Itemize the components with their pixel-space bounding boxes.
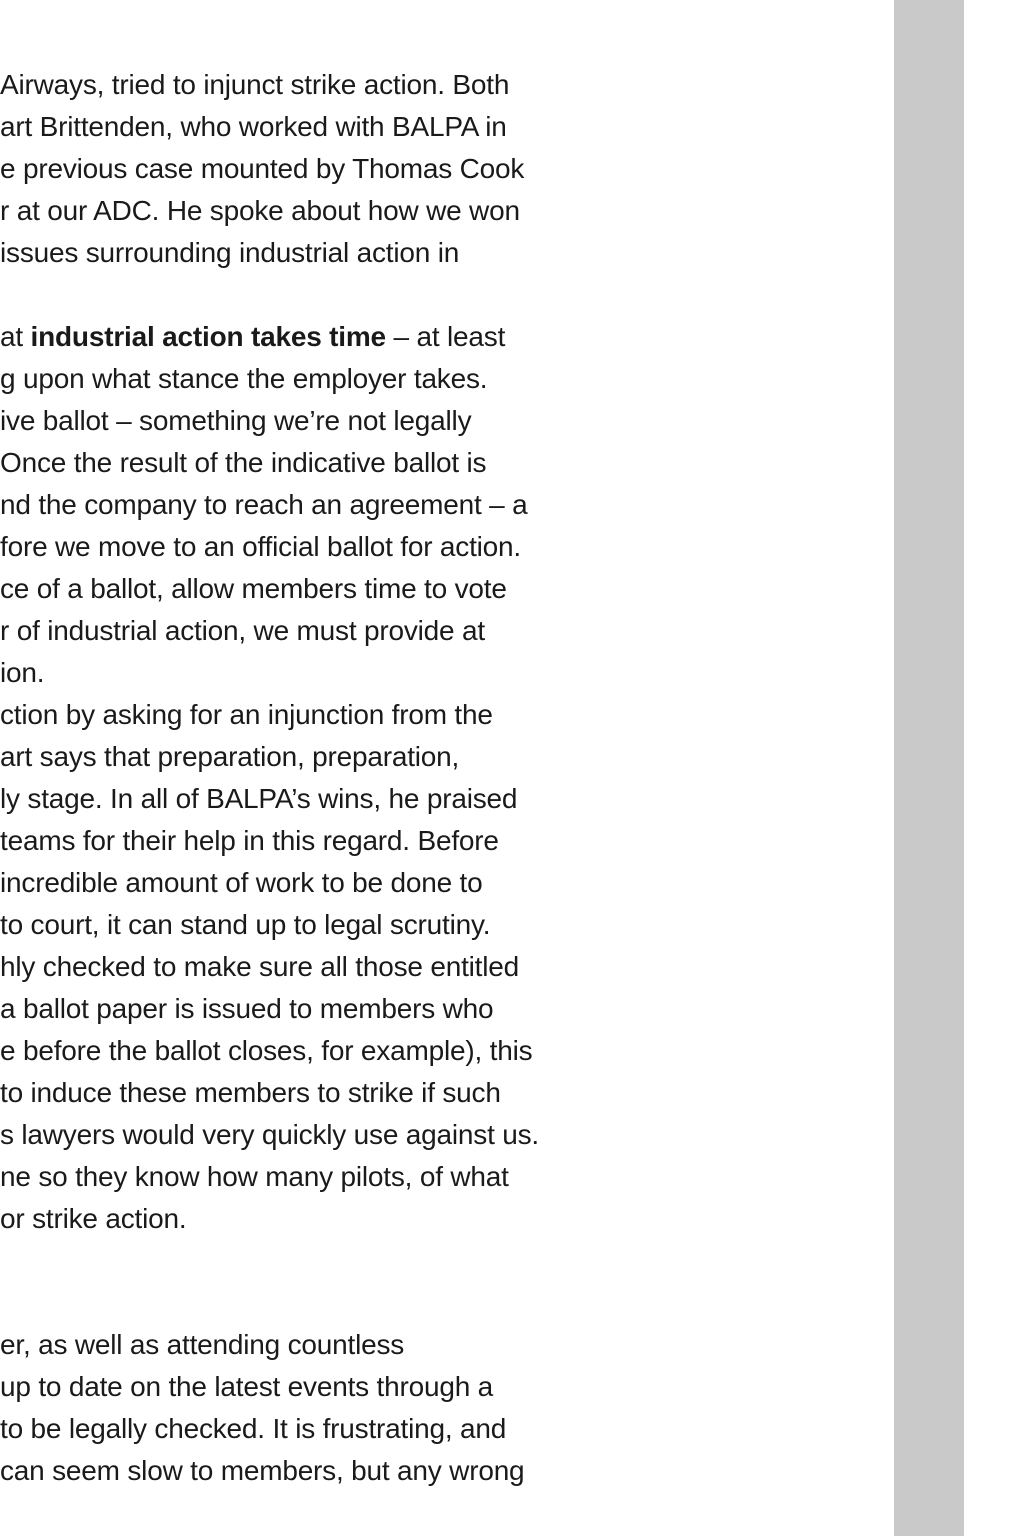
text-segment: g upon what stance the employer takes.: [0, 363, 488, 394]
text-segment: ion.: [0, 657, 45, 688]
paragraph: [0, 1324, 880, 1492]
text-segment: r at our ADC. He spoke about how we won: [0, 195, 520, 226]
text-segment: ne so they know how many pilots, of what: [0, 1161, 509, 1192]
paragraph: [0, 316, 880, 1240]
text-line: [0, 694, 880, 736]
text-line: [0, 1324, 880, 1366]
text-line: [0, 568, 880, 610]
text-segment: at: [0, 321, 31, 352]
text-segment: art says that preparation, preparation,: [0, 741, 460, 772]
text-line: [0, 232, 880, 274]
paragraph: [0, 64, 880, 274]
text-line: [0, 1408, 880, 1450]
text-segment: ive ballot – something we’re not legally: [0, 405, 472, 436]
text-line: [0, 820, 880, 862]
text-segment: issues surrounding industrial action in: [0, 237, 460, 268]
text-segment: up to date on the latest events through a: [0, 1371, 494, 1402]
text-line: [0, 610, 880, 652]
text-line: [0, 442, 880, 484]
text-segment: Once the result of the indicative ballot is: [0, 447, 487, 478]
text-segment: r of industrial action, we must provide at: [0, 615, 485, 646]
text-segment: – at least: [385, 321, 506, 352]
text-line: [0, 1156, 880, 1198]
text-line: [0, 946, 880, 988]
text-segment: a ballot paper is issued to members who: [0, 993, 494, 1024]
text-segment: ce of a ballot, allow members time to vote: [0, 573, 507, 604]
text-line: [0, 400, 880, 442]
text-segment: hly checked to make sure all those entitled: [0, 951, 520, 982]
text-line: [0, 1198, 880, 1240]
text-line: [0, 64, 880, 106]
text-line: [0, 1030, 880, 1072]
bold-phrase: industrial action takes time: [30, 321, 386, 352]
text-line: [0, 316, 880, 358]
text-line: [0, 358, 880, 400]
text-line: [0, 1072, 880, 1114]
text-segment: ly stage. In all of BALPA’s wins, he praised: [0, 783, 518, 814]
text-segment: fore we move to an official ballot for action.: [0, 531, 522, 562]
text-segment: nd the company to reach an agreement – a: [0, 489, 528, 520]
article-text-column: [0, 64, 880, 1492]
text-line: [0, 148, 880, 190]
text-line: [0, 736, 880, 778]
text-segment: to induce these members to strike if such: [0, 1077, 501, 1108]
text-segment: e before the ballot closes, for example), this: [0, 1035, 533, 1066]
page-gutter-strip: [894, 0, 964, 1536]
text-segment: to be legally checked. It is frustrating, and: [0, 1413, 507, 1444]
text-line: [0, 652, 880, 694]
text-segment: ction by asking for an injunction from the: [0, 699, 493, 730]
text-line: [0, 190, 880, 232]
text-line: [0, 988, 880, 1030]
text-line: [0, 484, 880, 526]
text-line: [0, 106, 880, 148]
text-segment: Airways, tried to injunct strike action. Both: [0, 69, 510, 100]
text-line: [0, 778, 880, 820]
text-segment: can seem slow to members, but any wrong: [0, 1455, 525, 1486]
text-line: [0, 904, 880, 946]
text-segment: s lawyers would very quickly use against us.: [0, 1119, 539, 1150]
text-segment: incredible amount of work to be done to: [0, 867, 483, 898]
text-segment: teams for their help in this regard. Before: [0, 825, 499, 856]
text-line: [0, 526, 880, 568]
text-line: [0, 862, 880, 904]
text-line: [0, 1366, 880, 1408]
text-line: [0, 1450, 880, 1492]
text-line: [0, 1114, 880, 1156]
text-segment: to court, it can stand up to legal scrutiny.: [0, 909, 491, 940]
text-segment: er, as well as attending countless: [0, 1329, 405, 1360]
text-segment: e previous case mounted by Thomas Cook: [0, 153, 525, 184]
text-segment: art Brittenden, who worked with BALPA in: [0, 111, 507, 142]
text-segment: or strike action.: [0, 1203, 187, 1234]
